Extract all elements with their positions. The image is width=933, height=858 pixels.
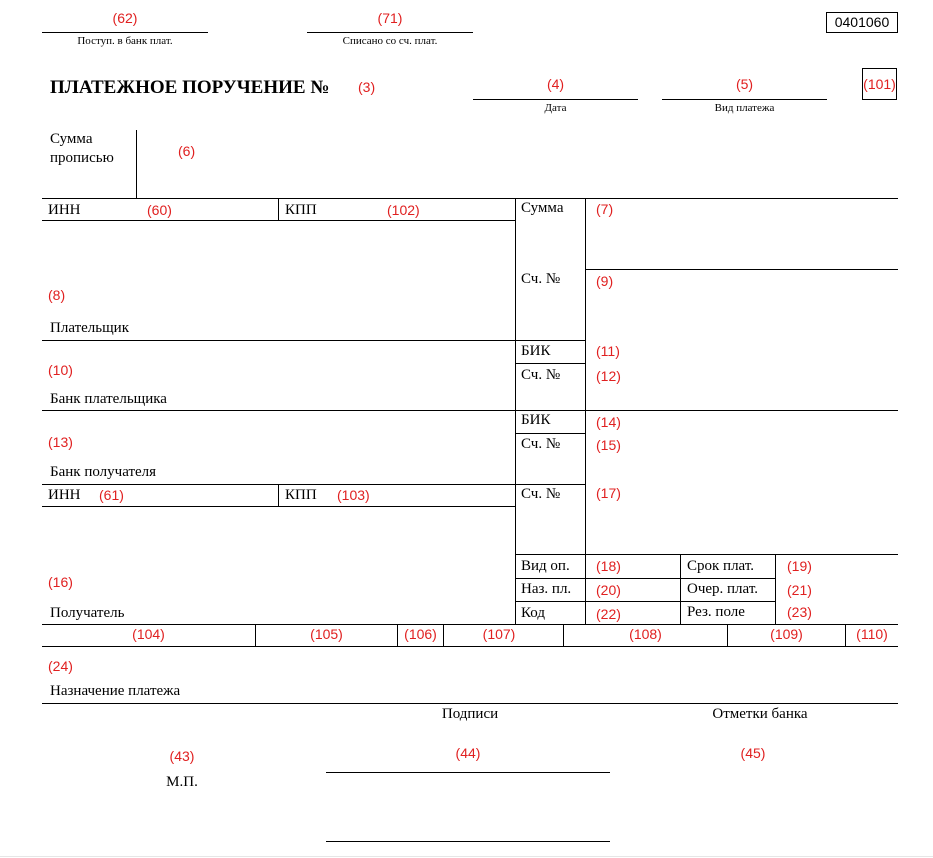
tax-row-bottom-line xyxy=(42,646,898,647)
payer-bottom-line xyxy=(42,340,515,341)
tax-code-106: (106) xyxy=(404,626,437,642)
recipient-bank-bik-label: БИК xyxy=(521,412,551,428)
operation-line-2 xyxy=(515,601,775,602)
operation-type-code: (18) xyxy=(596,558,621,574)
tax-code-105: (105) xyxy=(310,626,343,642)
payer-name-code: (8) xyxy=(48,287,66,303)
operation-top-line xyxy=(515,554,898,555)
code-code: (22) xyxy=(596,606,621,622)
recipient-bank-code: (13) xyxy=(48,434,73,450)
payer-bank-account-code: (12) xyxy=(596,368,621,384)
recipient-inn-kpp-divider xyxy=(278,484,279,506)
recipient-bank-account-label: Сч. № xyxy=(521,436,561,452)
payment-type-line xyxy=(662,99,827,100)
payer-bank-bik-label: БИК xyxy=(521,343,551,359)
grid-line-top xyxy=(42,198,898,199)
payer-kpp-code: (102) xyxy=(387,202,420,218)
signature-line-2 xyxy=(326,841,610,842)
status-box xyxy=(862,68,897,100)
signature-code: (44) xyxy=(455,745,481,761)
operation-divider-2 xyxy=(680,554,681,624)
bik-top-line xyxy=(515,340,585,341)
date-line xyxy=(473,99,638,100)
payer-bank-code: (10) xyxy=(48,362,73,378)
payer-bank-account-label: Сч. № xyxy=(521,367,561,383)
tax-code-109: (109) xyxy=(770,626,803,642)
amount-words-label-1: Сумма xyxy=(50,131,93,147)
recipient-inn-label: ИНН xyxy=(48,487,81,503)
reserve-code: (23) xyxy=(787,604,812,620)
term-label: Срок плат. xyxy=(687,558,755,574)
priority-label: Очер. плат. xyxy=(687,581,758,597)
payer-bank-bik-code: (11) xyxy=(596,343,620,359)
signatures-label: Подписи xyxy=(441,706,499,722)
payment-type-code: (5) xyxy=(735,76,754,92)
operation-divider-3 xyxy=(775,554,776,624)
payer-inn-label: ИНН xyxy=(48,202,81,218)
tax-code-107: (107) xyxy=(482,626,516,642)
payer-bank-bottom-line xyxy=(42,410,898,411)
amount-words-code: (6) xyxy=(178,143,196,159)
amount-words-label-2: прописью xyxy=(50,150,114,166)
bank-received-code: (62) xyxy=(112,10,138,26)
amount-code: (7) xyxy=(596,201,614,217)
payer-inn-kpp-divider xyxy=(278,198,279,220)
payer-inn-row-line xyxy=(42,220,515,221)
recipient-kpp-code: (103) xyxy=(337,487,370,503)
payer-account-label: Сч. № xyxy=(521,271,561,287)
bank-received-line xyxy=(42,32,208,33)
recipient-inn-code: (61) xyxy=(99,487,124,503)
main-vertical-right xyxy=(585,198,586,554)
amount-row-line xyxy=(585,269,898,270)
purpose-type-label: Наз. пл. xyxy=(521,581,572,597)
stamp-code: (43) xyxy=(169,748,195,764)
recipient-bik-line xyxy=(515,433,585,434)
bik-account-line xyxy=(515,363,585,364)
date-label: Дата xyxy=(544,102,567,114)
page-bottom-edge xyxy=(0,856,933,857)
bank-received-label: Поступ. в банк плат. xyxy=(77,35,173,47)
purpose-label: Назначение платежа xyxy=(50,683,181,699)
tax-code-110: (110) xyxy=(856,626,888,642)
operation-divider-1 xyxy=(585,554,586,624)
payer-kpp-label: КПП xyxy=(285,202,317,218)
document-title: ПЛАТЕЖНОЕ ПОРУЧЕНИЕ № xyxy=(50,77,330,98)
debited-code: (71) xyxy=(377,10,403,26)
recipient-bank-account-code: (15) xyxy=(596,437,621,453)
form-code: 0401060 xyxy=(834,14,890,30)
tax-row-top-line xyxy=(42,624,898,625)
recipient-name-label: Получатель xyxy=(50,605,125,621)
payment-type-label: Вид платежа xyxy=(714,102,775,114)
tax-code-104: (104) xyxy=(132,626,165,642)
debited-label: Списано со сч. плат. xyxy=(342,35,438,47)
tax-code-108: (108) xyxy=(629,626,662,642)
purpose-bottom-line xyxy=(42,703,898,704)
priority-code: (21) xyxy=(787,582,812,598)
signature-line-1 xyxy=(326,772,610,773)
recipient-kpp-label: КПП xyxy=(285,487,317,503)
payer-account-code: (9) xyxy=(596,273,614,289)
payer-bank-label: Банк плательщика xyxy=(50,391,167,407)
recipient-account-label: Сч. № xyxy=(521,486,561,502)
amount-words-divider xyxy=(136,130,137,198)
payer-inn-code: (60) xyxy=(147,202,172,218)
debited-line xyxy=(307,32,473,33)
form-code-box xyxy=(826,12,898,33)
bank-marks-label: Отметки банка xyxy=(712,706,808,722)
reserve-label: Рез. поле xyxy=(687,604,745,620)
recipient-inn-row-line xyxy=(42,506,515,507)
amount-label: Сумма xyxy=(521,200,564,216)
main-vertical-left xyxy=(515,198,516,624)
purpose-type-code: (20) xyxy=(596,582,621,598)
payer-name-label: Плательщик xyxy=(50,320,129,336)
bank-marks-code: (45) xyxy=(740,745,766,761)
status-code: (101) xyxy=(863,76,896,92)
stamp-label: М.П. xyxy=(166,774,198,790)
recipient-bank-label: Банк получателя xyxy=(50,464,157,480)
code-label: Код xyxy=(521,605,545,621)
date-code: (4) xyxy=(546,76,565,92)
operation-line-1 xyxy=(515,578,775,579)
recipient-account-code: (17) xyxy=(596,485,621,501)
purpose-code: (24) xyxy=(48,658,73,674)
document-number-code: (3) xyxy=(358,79,376,95)
recipient-bank-bik-code: (14) xyxy=(596,414,621,430)
operation-type-label: Вид оп. xyxy=(521,558,570,574)
term-code: (19) xyxy=(787,558,812,574)
recipient-name-code: (16) xyxy=(48,574,73,590)
recipient-bank-bottom-line xyxy=(42,484,585,485)
